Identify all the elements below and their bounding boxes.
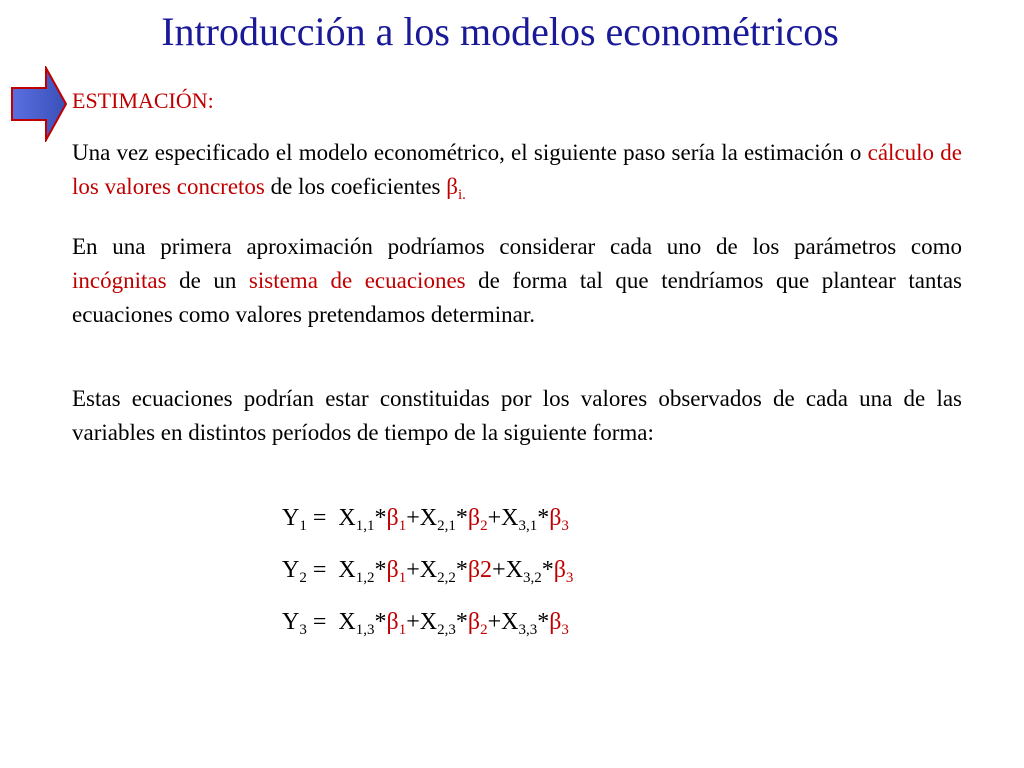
eq-plus: + [406, 557, 420, 583]
eq-beta: $\beta_1$ [386, 505, 407, 534]
eq-plus: + [406, 609, 420, 635]
eq-x-sub: 2,2 [437, 570, 456, 586]
eq-x: X [419, 557, 438, 583]
paragraph-equations-intro: Estas ecuaciones podrían estar constituidas por los valores observados de cada una de las variables en distintos períodos de tiempo de la siguiente forma: [72, 386, 962, 445]
eq-x: X [338, 609, 356, 635]
eq-equals: = [306, 557, 339, 583]
eq-x-sub: 2,3 [437, 622, 456, 638]
eq-x: X [338, 505, 356, 531]
paragraph-text: de forma tal que tendríamos que plantear tantas ecuaciones como valores pretendamos determinar. [72, 268, 962, 327]
eq-beta: β2 [467, 557, 493, 583]
eq-beta: $\beta_1$ [386, 609, 407, 638]
eq-x-sub: 3,3 [518, 622, 538, 638]
eq-beta: $\beta_2$ [467, 505, 488, 534]
eq-plus: + [487, 609, 502, 635]
equation-2 [282, 557, 573, 584]
paragraph-estimation [72, 136, 962, 204]
eq-beta: $\beta_3$ [549, 609, 569, 638]
eq-plus: + [487, 505, 502, 531]
eq-lhs: Y [282, 609, 300, 635]
eq-lhs-sub: 2 [299, 570, 307, 586]
equation-1 [282, 505, 569, 532]
highlight-text: cálculo de los valores concretos [72, 140, 962, 199]
paragraph-text: Una vez especificado el modelo econométrico, el siguiente paso sería la estimación o [72, 140, 868, 165]
eq-lhs: Y [282, 505, 300, 531]
highlight-text: sistema de ecuaciones [248, 268, 466, 293]
eq-star: * [374, 557, 387, 583]
eq-x: X [338, 557, 356, 583]
eq-x: X [501, 505, 519, 531]
eq-x-sub: 3,1 [518, 518, 538, 534]
eq-x-sub: 1,3 [355, 622, 375, 638]
highlight-text: incógnitas [72, 268, 167, 293]
eq-beta: $\beta_3$ [549, 505, 569, 534]
eq-x: X [501, 609, 519, 635]
arrow-right-icon [10, 66, 68, 142]
beta-symbol: β [446, 174, 458, 199]
eq-x-sub: 2,1 [437, 518, 456, 534]
eq-x: X [505, 557, 523, 583]
eq-star: * [374, 609, 387, 635]
eq-x-sub: 3,2 [522, 570, 542, 586]
eq-beta: $\beta_1$ [386, 557, 407, 586]
eq-star: * [455, 557, 468, 583]
eq-beta: $\beta_2$ [467, 609, 488, 638]
eq-star: * [537, 505, 550, 531]
eq-star: * [455, 609, 468, 635]
page-title: Introducción a los modelos econométricos [161, 9, 839, 54]
eq-star: * [541, 557, 554, 583]
equation-3 [282, 609, 569, 636]
eq-beta: $\beta_3$ [553, 557, 574, 586]
paragraph-text: de un [166, 268, 249, 293]
eq-lhs-sub: 3 [299, 622, 307, 638]
eq-star: * [455, 505, 468, 531]
paragraph-text: de los coeficientes [264, 174, 447, 199]
eq-equals: = [306, 609, 339, 635]
section-label: ESTIMACIÓN: [72, 88, 214, 113]
eq-x-sub: 1,2 [355, 570, 375, 586]
paragraph-text: En una primera aproximación podríamos considerar cada uno de los parámetros como [72, 234, 962, 259]
eq-x: X [419, 609, 438, 635]
eq-star: * [537, 609, 550, 635]
eq-star: * [374, 505, 387, 531]
eq-lhs-sub: 1 [299, 518, 307, 534]
eq-plus: + [406, 505, 420, 531]
paragraph-approximation [72, 230, 962, 332]
eq-equals: = [306, 505, 339, 531]
eq-x-sub: 1,1 [355, 518, 375, 534]
beta-subscript: i. [457, 187, 466, 203]
eq-x: X [419, 505, 438, 531]
eq-plus: + [492, 557, 506, 583]
eq-lhs: Y [282, 557, 300, 583]
